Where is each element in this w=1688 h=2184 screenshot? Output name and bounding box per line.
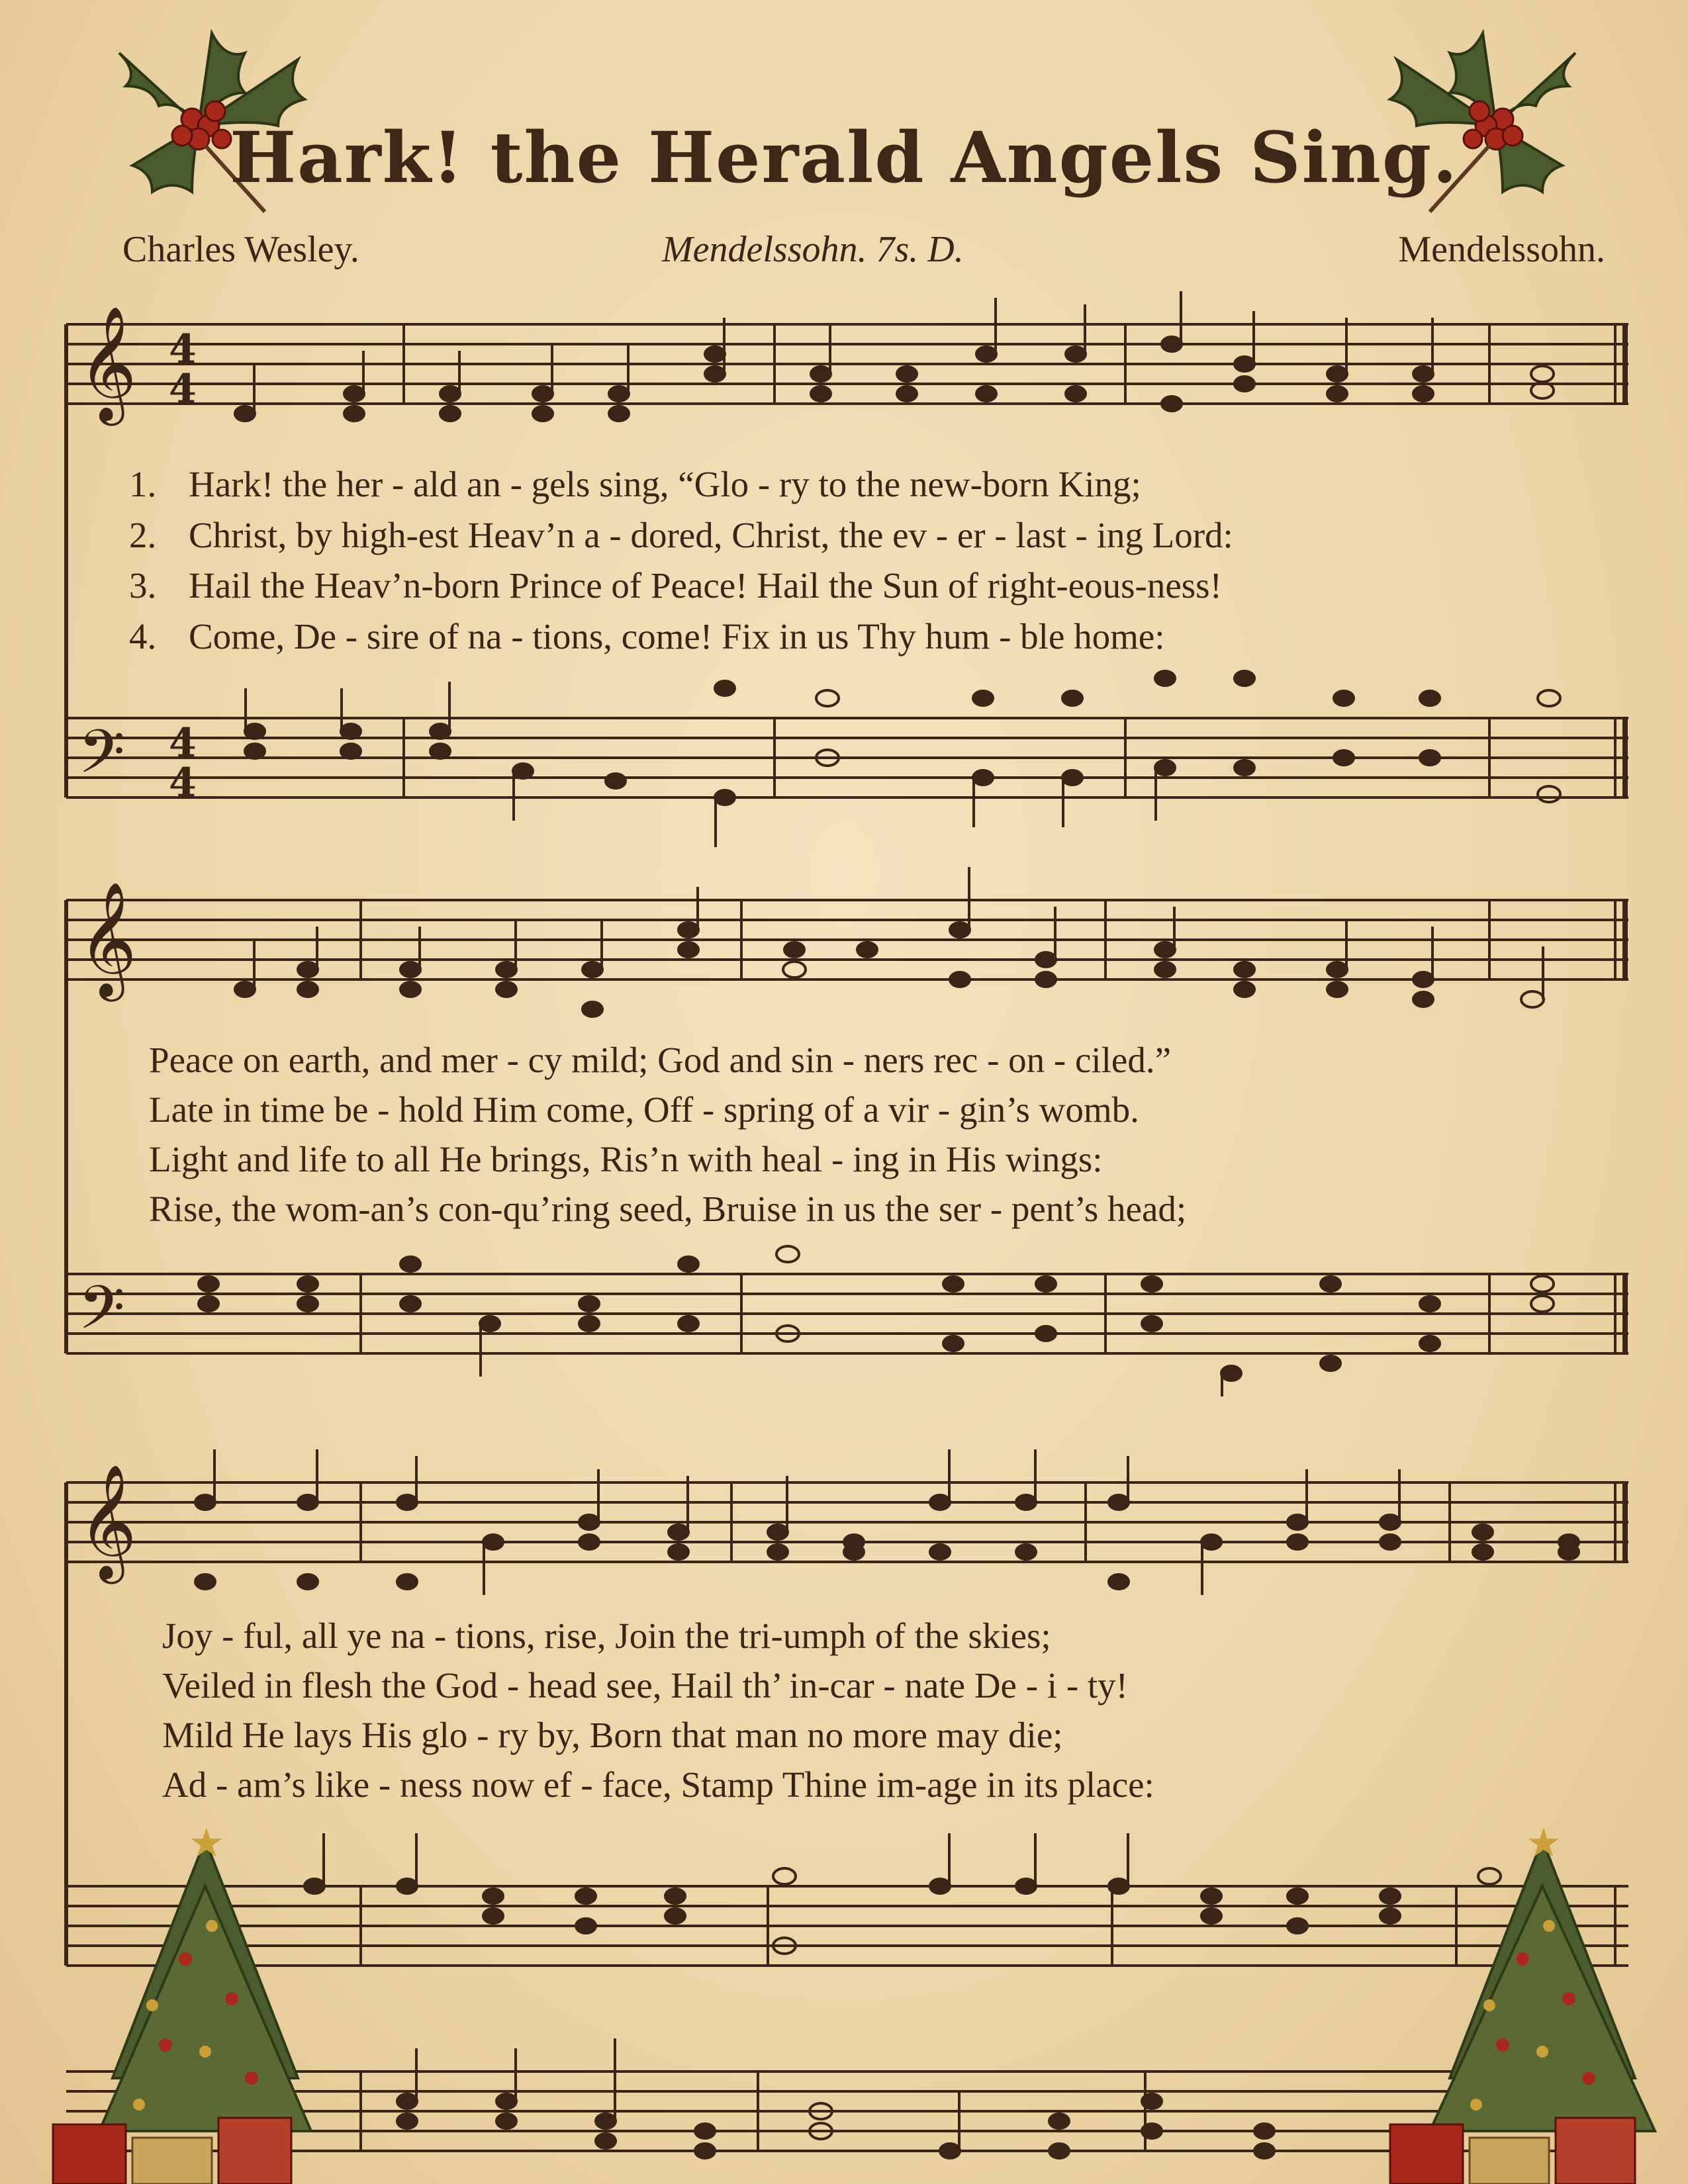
svg-text:★: ★: [189, 1827, 224, 1866]
lyric-line: Veiled in flesh the God - head see, Hail th’ in-car - nate De - i - ty!: [162, 1665, 1128, 1706]
hymn-title: Hark! the Herald Angels Sing.: [230, 116, 1458, 199]
lyric-line: Light and life to all He brings, Ris’n with heal - ing in His wings:: [149, 1139, 1103, 1179]
lyric-line: Rise, the wom-an’s con-qu’ring seed, Bruise in us the ser - pent’s head;: [149, 1189, 1187, 1229]
christmas-tree-icon: [40, 1827, 344, 2184]
treble-clef-icon: 𝄞: [78, 306, 137, 421]
lyric-line: Joy - ful, all ye na - tions, rise, Join the tri-umph of the skies;: [162, 1615, 1051, 1656]
lyricist-credit: Charles Wesley.: [122, 229, 359, 270]
bass-clef-icon: 𝄢: [78, 1273, 125, 1357]
lyric-line: 1. Hark! the her - ald an - gels sing, “Glo - ry to the new-born King;: [129, 464, 1141, 504]
lyric-line: 4. Come, De - sire of na - tions, come! Fix in us Thy hum - ble home:: [129, 616, 1165, 657]
lyric-line: Late in time be - hold Him come, Off - spring of a vir - gin’s womb.: [149, 1089, 1139, 1130]
svg-text:4: 4: [169, 720, 197, 766]
time-signature: 4: [169, 326, 197, 373]
lyric-line: Mild He lays His glo - ry by, Born that man no more may die;: [162, 1715, 1063, 1755]
lyric-line: 3. Hail the Heav’n-born Prince of Peace! Hail the Sun of right-eous-ness!: [129, 565, 1222, 606]
svg-text:★: ★: [1526, 1827, 1562, 1866]
tune-credit: Mendelssohn. 7s. D.: [662, 229, 964, 270]
lyric-line: Peace on earth, and mer - cy mild; God and sin - ners rec - on - ciled.”: [149, 1040, 1172, 1080]
treble-clef-icon: 𝄞: [78, 1464, 137, 1579]
music-system-2: [0, 867, 1688, 1396]
svg-text:4: 4: [169, 366, 197, 412]
treble-clef-icon: 𝄞: [78, 882, 137, 997]
lyric-line: 2. Christ, by high-est Heav’n a - dored, Christ, the ev - er - last - ing Lord:: [129, 515, 1233, 555]
composer-credit: Mendelssohn.: [1398, 229, 1605, 270]
svg-text:4: 4: [169, 760, 197, 806]
bass-clef-icon: 𝄢: [78, 717, 125, 801]
christmas-tree-icon: [1383, 1827, 1688, 2184]
lyric-line: Ad - am’s like - ness now ef - face, Stamp Thine im-age in its place:: [162, 1764, 1154, 1805]
